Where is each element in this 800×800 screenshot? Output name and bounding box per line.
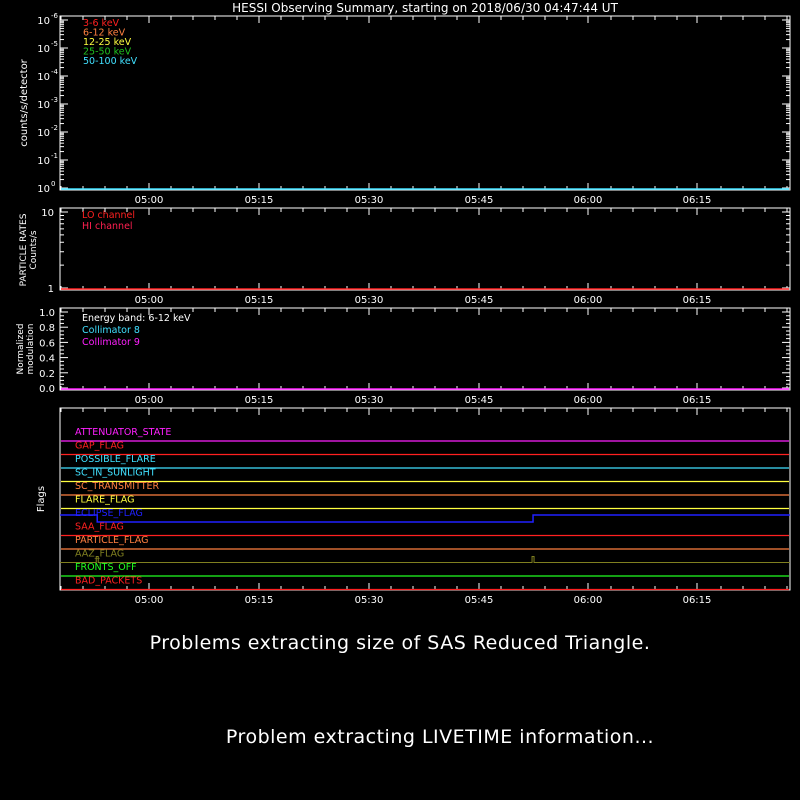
flag-aaz-flag-line [60,557,790,563]
modulation-x-tick-label: 05:45 [464,395,494,406]
count-rate-y-tick-base: 10 [37,128,50,139]
flag-sc-in-sunlight-label: SC_IN_SUNLIGHT [75,467,156,479]
count-rate-x-tick-label: 05:15 [244,195,274,206]
modulation-x-tick-label: 05:00 [134,395,164,406]
particle-rate-y-axis-label: PARTICLE RATES [19,213,29,287]
particle-rate-y-axis-units: Counts/s [29,230,39,270]
particle-rate-x-tick-label: 06:15 [682,295,712,306]
modulation-y-tick-label: 0.2 [39,368,55,380]
flag-saa-flag-label: SAA_FLAG [75,521,124,533]
modulation-x-tick-label: 05:30 [354,395,384,406]
flags-y-axis-label: Flags [36,485,47,513]
particle-rate-legend-HI-channel: HI channel [82,221,133,232]
flag-eclipse-flag-label: ECLIPSE_FLAG [75,508,143,519]
particle-rate-y-tick-label: 10 [41,208,54,219]
particle-rate-x-tick-label: 06:00 [573,295,603,306]
flag-possible-flare-label: POSSIBLE_FLARE [75,454,156,465]
flags-x-tick-label: 05:00 [134,595,164,606]
count-rate-y-tick-exponent: -2 [51,124,58,132]
flag-particle-flag-label: PARTICLE_FLAG [75,535,149,546]
flag-flare-flag-label: FLARE_FLAG [75,494,135,506]
particle-rate-x-tick-label: 05:15 [244,295,274,306]
chart-panels [16,12,790,606]
flag-eclipse-flag-line [60,515,790,522]
count-rate-legend-6-12-keV: 6-12 keV [83,27,126,39]
flag-sc-transmitter-label: SC_TRANSMITTER [75,481,160,492]
modulation-legend-Collimator-8: Collimator 8 [82,325,140,336]
flag-aaz-flag-label: AAZ_FLAG [75,548,125,560]
flag-gap-flag-label: GAP_FLAG [75,440,125,452]
flags-x-tick-label: 05:45 [464,595,494,606]
modulation-y-tick-label: 0.6 [39,338,55,350]
modulation-x-tick-label: 06:15 [682,395,712,406]
flags-x-tick-label: 06:00 [573,595,603,606]
flags-x-tick-label: 05:15 [244,595,274,606]
flags-x-tick-label: 06:15 [682,595,712,606]
count-rate-x-tick-label: 06:15 [682,195,712,206]
modulation-y-tick-label: 0.8 [39,323,55,335]
count-rate-y-tick-base: 10 [37,100,50,111]
count-rate-y-tick-exponent: 0 [51,180,56,188]
count-rate-y-tick-exponent: -4 [51,68,58,76]
flags-x-tick-label: 05:30 [354,595,384,606]
particle-rate-x-tick-label: 05:00 [134,295,164,306]
particle-rate-frame [60,208,790,290]
count-rate-y-tick-base: 10 [37,184,50,195]
count-rate-y-tick-base: 10 [37,44,50,55]
count-rate-y-tick-exponent: -5 [51,40,58,48]
count-rate-x-tick-label: 05:00 [134,195,164,206]
count-rate-x-tick-label: 05:30 [354,195,384,206]
count-rate-legend-3-6-keV: 3-6 keV [83,18,120,29]
particle-rate-y-tick-label: 1 [47,284,54,295]
particle-rate-x-tick-label: 05:45 [464,295,494,306]
count-rate-frame [60,16,790,190]
modulation-y-axis-label-line2: modulation [26,323,36,375]
modulation-legend-Collimator-9: Collimator 9 [82,337,140,348]
count-rate-legend-25-50-keV: 25-50 keV [83,46,132,58]
flag-bad-packets-label: BAD_PACKETS [75,575,143,587]
count-rate-y-tick-base: 10 [37,156,50,167]
count-rate-y-tick-base: 10 [37,16,50,27]
modulation-y-tick-label: 0.0 [39,384,55,395]
count-rate-y-tick-base: 10 [37,72,50,83]
plot-title: HESSI Observing Summary, starting on 2018/06/30 04:47:44 UT [232,1,618,15]
sas-error-message: Problems extracting size of SAS Reduced Triangle. [149,632,651,654]
flag-fronts-off-label: FRONTS_OFF [75,562,137,573]
count-rate-legend-50-100-keV: 50-100 keV [83,56,138,67]
count-rate-y-tick-exponent: -3 [51,96,58,104]
count-rate-y-tick-exponent: -6 [51,12,58,20]
count-rate-x-tick-label: 05:45 [464,195,494,206]
modulation-y-tick-label: 0.4 [39,353,55,365]
livetime-error-message: Problem extracting LIVETIME information... [225,726,655,748]
modulation-energy-band: Energy band: 6-12 keV [82,313,191,324]
count-rate-y-tick-exponent: -1 [51,152,58,160]
modulation-x-tick-label: 05:15 [244,395,274,406]
particle-rate-x-tick-label: 05:30 [354,295,384,306]
count-rate-y-axis-label: counts/s/detector [19,59,30,147]
count-rate-x-tick-label: 06:00 [573,195,603,206]
particle-rate-legend-LO-channel: LO channel [82,210,136,221]
flag-attenuator-state-label: ATTENUATOR_STATE [75,427,172,438]
count-rate-legend-12-25-keV: 12-25 keV [83,37,132,48]
modulation-x-tick-label: 06:00 [573,395,603,406]
modulation-y-tick-label: 1.0 [39,308,55,319]
modulation-y-axis-label: Normalized [16,323,26,375]
